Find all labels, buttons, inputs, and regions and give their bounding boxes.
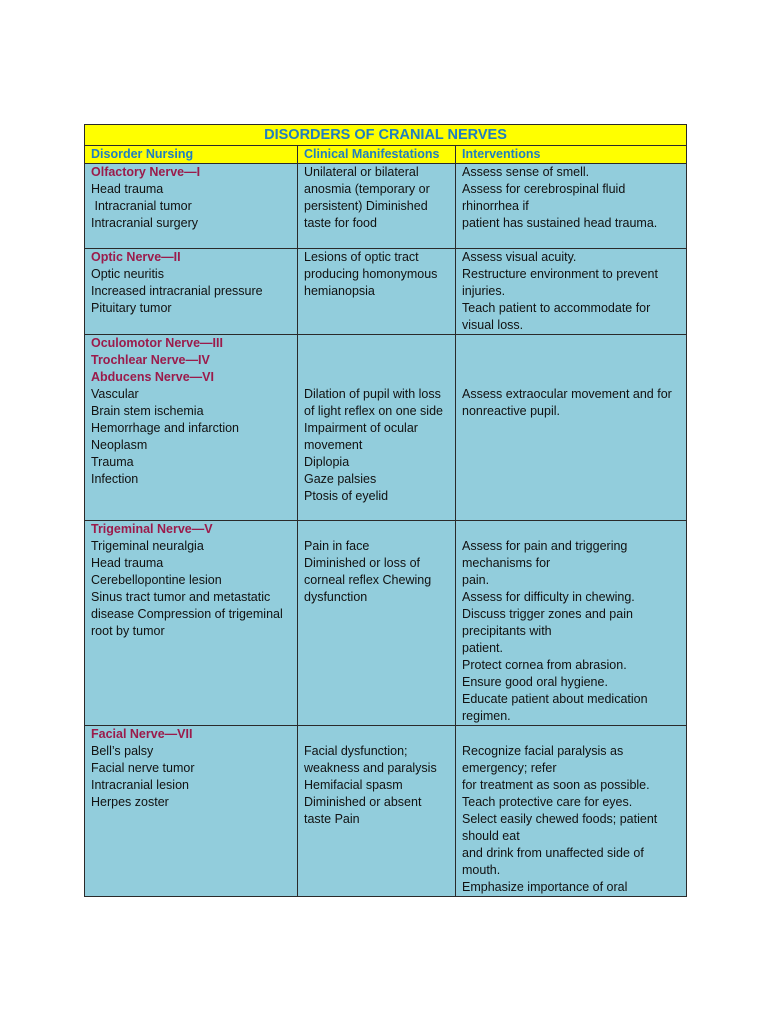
nerve-name: Trigeminal Nerve—V [91, 522, 213, 536]
disorder-item: disease Compression of trigeminal [91, 607, 283, 621]
intervention-line: patient. [462, 641, 504, 655]
table-row [85, 249, 687, 335]
intervention-line: Assess for difficulty in chewing. [462, 590, 635, 604]
disorder-cell [85, 335, 298, 521]
intervention-line: Teach patient to accommodate for [462, 301, 651, 315]
manifestation-line: hemianopsia [304, 284, 375, 298]
manifestations-cell [298, 521, 456, 726]
manifestation-line: Pain in face [304, 539, 370, 553]
disorder-cell [85, 164, 298, 249]
manifestation-line: taste for food [304, 216, 377, 230]
disorder-item: Herpes zoster [91, 795, 169, 809]
disorder-item: Intracranial lesion [91, 778, 189, 792]
intervention-line: and drink from unaffected side of [462, 846, 644, 860]
disorder-item: Trigeminal neuralgia [91, 539, 204, 553]
manifestation-line: anosmia (temporary or [304, 182, 430, 196]
disorder-item: Cerebellopontine lesion [91, 573, 222, 587]
column-header-interventions: Interventions [456, 146, 687, 164]
manifestation-line: producing homonymous [304, 267, 438, 281]
disorder-cell [85, 249, 298, 335]
disorder-item: Brain stem ischemia [91, 404, 204, 418]
manifestation-line: corneal reflex Chewing [304, 573, 432, 587]
intervention-line: Restructure environment to prevent [462, 267, 658, 281]
nerve-name: Olfactory Nerve—I [91, 165, 201, 179]
manifestation-line: Ptosis of eyelid [304, 489, 389, 503]
manifestation-line: Diminished or loss of [304, 556, 421, 570]
manifestation-line: dysfunction [304, 590, 368, 604]
manifestation-line: movement [304, 438, 363, 452]
intervention-line: Assess visual acuity. [462, 250, 577, 264]
interventions-cell [456, 335, 687, 521]
table-title: DISORDERS OF CRANIAL NERVES [85, 125, 687, 146]
manifestation-line: persistent) Diminished [304, 199, 428, 213]
disorder-item: Intracranial surgery [91, 216, 198, 230]
nerve-name: Abducens Nerve—VI [91, 370, 214, 384]
intervention-line: Emphasize importance of oral [462, 880, 628, 894]
nerve-name: Optic Nerve—II [91, 250, 181, 264]
intervention-line: Teach protective care for eyes. [462, 795, 633, 809]
column-header-manifestations: Clinical Manifestations [298, 146, 456, 164]
nerve-name: Facial Nerve—VII [91, 727, 193, 741]
manifestations-cell [298, 249, 456, 335]
disorder-cell [85, 521, 298, 726]
intervention-line: nonreactive pupil. [462, 404, 560, 418]
table-row [85, 164, 687, 249]
disorder-item: Sinus tract tumor and metastatic [91, 590, 271, 604]
manifestation-line: Lesions of optic tract [304, 250, 419, 264]
manifestation-line: Facial dysfunction; [304, 744, 408, 758]
disorder-item: Head trauma [91, 556, 164, 570]
interventions-cell [456, 726, 687, 897]
intervention-line: Assess sense of smell. [462, 165, 590, 179]
column-header-disorder: Disorder Nursing [85, 146, 298, 164]
intervention-line: Ensure good oral hygiene. [462, 675, 608, 689]
disorder-item: root by tumor [91, 624, 165, 638]
nerve-name: Oculomotor Nerve—III [91, 336, 223, 350]
intervention-line: precipitants with [462, 624, 552, 638]
table-row [85, 335, 687, 521]
intervention-line: Assess for pain and triggering [462, 539, 628, 553]
intervention-line: rhinorrhea if [462, 199, 529, 213]
manifestation-line: Diplopia [304, 455, 350, 469]
intervention-line: injuries. [462, 284, 506, 298]
intervention-line: Select easily chewed foods; patient [462, 812, 658, 826]
disorder-item: Neoplasm [91, 438, 148, 452]
intervention-line: regimen. [462, 709, 511, 723]
disorder-item: Increased intracranial pressure [91, 284, 263, 298]
disorder-item: Infection [91, 472, 139, 486]
intervention-line: Protect cornea from abrasion. [462, 658, 627, 672]
interventions-cell [456, 249, 687, 335]
intervention-line: visual loss. [462, 318, 524, 332]
manifestation-line: Dilation of pupil with loss [304, 387, 441, 401]
interventions-cell [456, 521, 687, 726]
manifestation-line: weakness and paralysis [304, 761, 437, 775]
disorder-item: Hemorrhage and infarction [91, 421, 239, 435]
cranial-nerves-table [84, 124, 687, 897]
interventions-cell [456, 164, 687, 249]
disorder-item: Pituitary tumor [91, 301, 172, 315]
manifestation-line: Gaze palsies [304, 472, 377, 486]
intervention-line: Assess extraocular movement and for [462, 387, 672, 401]
manifestation-line: taste Pain [304, 812, 360, 826]
disorder-item: Vascular [91, 387, 139, 401]
intervention-line: mechanisms for [462, 556, 551, 570]
disorder-cell [85, 726, 298, 897]
manifestations-cell [298, 335, 456, 521]
manifestation-line: Unilateral or bilateral [304, 165, 419, 179]
intervention-line: should eat [462, 829, 520, 843]
manifestations-cell [298, 164, 456, 249]
disorder-item: Trauma [91, 455, 134, 469]
intervention-line: Discuss trigger zones and pain [462, 607, 633, 621]
nerve-name: Trochlear Nerve—IV [91, 353, 210, 367]
manifestations-cell [298, 726, 456, 897]
manifestation-line: Diminished or absent [304, 795, 422, 809]
disorder-item: Head trauma [91, 182, 164, 196]
intervention-line: Recognize facial paralysis as [462, 744, 624, 758]
disorder-item: Facial nerve tumor [91, 761, 195, 775]
intervention-line: Educate patient about medication [462, 692, 648, 706]
disorder-item: Optic neuritis [91, 267, 164, 281]
intervention-line: patient has sustained head trauma. [462, 216, 658, 230]
intervention-line: for treatment as soon as possible. [462, 778, 650, 792]
manifestation-line: of light reflex on one side [304, 404, 443, 418]
intervention-line: Assess for cerebrospinal fluid [462, 182, 626, 196]
manifestation-line: Hemifacial spasm [304, 778, 403, 792]
manifestation-line: Impairment of ocular [304, 421, 418, 435]
intervention-line: pain. [462, 573, 490, 587]
table-row [85, 521, 687, 726]
intervention-line: mouth. [462, 863, 501, 877]
table-row [85, 726, 687, 897]
disorder-item: Bell’s palsy [91, 744, 154, 758]
intervention-line: emergency; refer [462, 761, 557, 775]
disorder-item: Intracranial tumor [91, 199, 192, 213]
